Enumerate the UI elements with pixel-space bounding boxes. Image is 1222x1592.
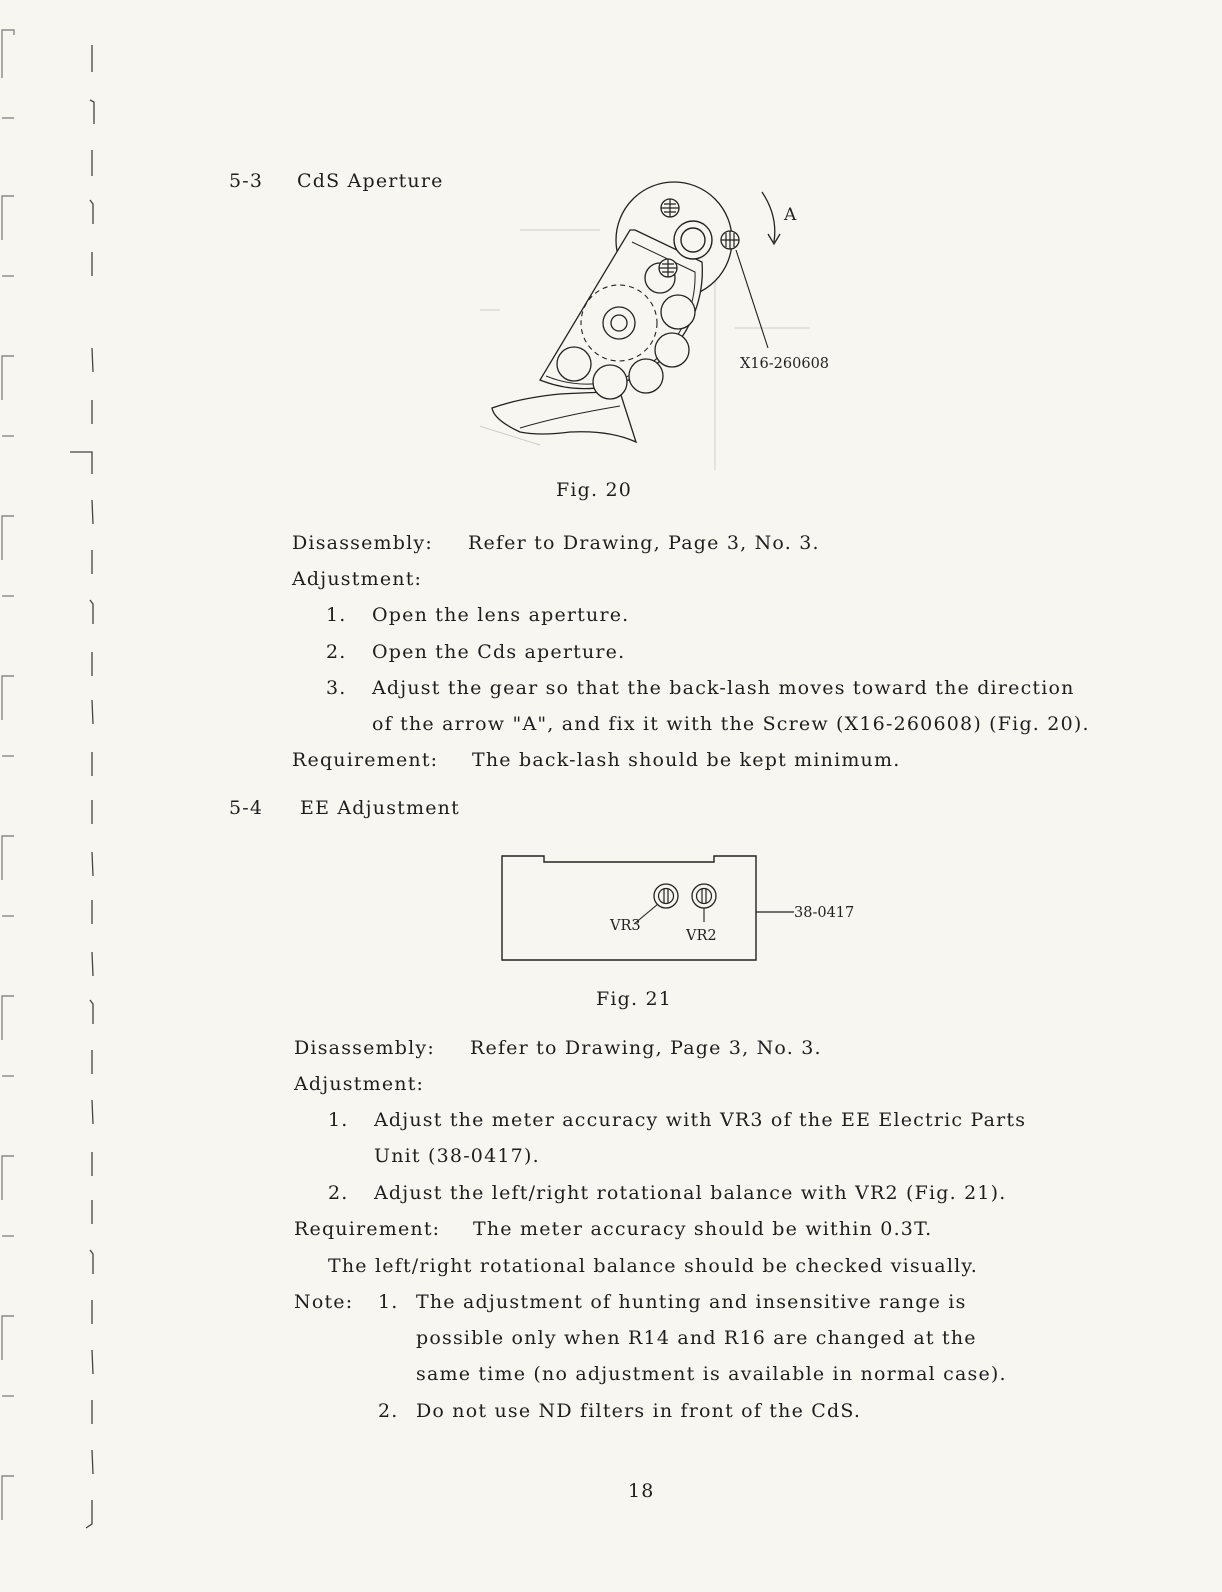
- disassembly-text: Refer to Drawing, Page 3, No. 3.: [470, 1037, 822, 1059]
- step-text: Adjust the left/right rotational balance with VR2 (Fig. 21).: [374, 1182, 1007, 1204]
- note-text: same time (no adjustment is available in normal case).: [416, 1363, 1007, 1385]
- note-text: The adjustment of hunting and insensitive range is: [416, 1291, 967, 1313]
- step-number: 2.: [326, 641, 347, 663]
- figure-21-ee-parts-unit-diagram: [496, 848, 866, 968]
- step-text: Open the Cds aperture.: [372, 641, 626, 663]
- center-hub-outer: [603, 307, 635, 339]
- note-text: possible only when R14 and R16 are changed at the: [416, 1327, 977, 1349]
- screw-leader-line: [736, 250, 768, 348]
- disassembly-text: Refer to Drawing, Page 3, No. 3.: [468, 532, 820, 554]
- step-number: 1.: [326, 604, 347, 626]
- requirement-label: Requirement:: [294, 1218, 441, 1240]
- section-number: 5-4: [229, 797, 264, 819]
- step-number: 3.: [326, 677, 347, 699]
- vr2-label: VR2: [686, 928, 717, 944]
- requirement-text: The back-lash should be kept minimum.: [472, 749, 901, 771]
- adjustment-label: Adjustment:: [294, 1073, 425, 1095]
- parts-unit-board-outline: [502, 856, 756, 960]
- step-text: Adjust the meter accuracy with VR3 of the EE Electric Parts: [374, 1109, 1027, 1131]
- vr3-label: VR3: [610, 918, 641, 934]
- arrow-label: A: [784, 205, 797, 225]
- screw-icon: [659, 259, 677, 277]
- aperture-hole: [629, 359, 663, 393]
- step-number: 2.: [328, 1182, 349, 1204]
- note-label: Note:: [294, 1291, 354, 1313]
- screw-callout: X16-260608: [740, 356, 830, 372]
- figure-caption: Fig. 21: [596, 988, 673, 1010]
- aperture-hole: [661, 295, 695, 329]
- figure-caption: Fig. 20: [556, 479, 633, 501]
- section-number: 5-3: [229, 170, 264, 192]
- vr2-trimmer-icon: [692, 884, 716, 908]
- screw-icon: [661, 199, 679, 217]
- disassembly-label: Disassembly:: [294, 1037, 435, 1059]
- requirement-label: Requirement:: [292, 749, 439, 771]
- disassembly-label: Disassembly:: [292, 532, 433, 554]
- binder-edge-marks: [0, 0, 110, 1592]
- screw-icon: [721, 231, 739, 249]
- step-number: 1.: [328, 1109, 349, 1131]
- step-text: Open the lens aperture.: [372, 604, 630, 626]
- step-text-continued: Unit (38-0417).: [374, 1145, 540, 1167]
- page-number: 18: [628, 1480, 655, 1502]
- note-number: 2.: [378, 1400, 399, 1422]
- section-title: CdS Aperture: [297, 170, 444, 192]
- note-number: 1.: [378, 1291, 399, 1313]
- note-text: Do not use ND filters in front of the CdS.: [416, 1400, 862, 1422]
- step-text-continued: of the arrow "A", and fix it with the Screw (X16-260608) (Fig. 20).: [372, 713, 1090, 735]
- section-title: EE Adjustment: [300, 797, 460, 819]
- step-text: Adjust the gear so that the back-lash moves toward the direction: [372, 677, 1075, 699]
- adjustment-label: Adjustment:: [292, 568, 423, 590]
- aperture-hole: [557, 347, 591, 381]
- part-callout: 38-0417: [794, 905, 855, 921]
- requirement-text: The meter accuracy should be within 0.3T.: [473, 1218, 933, 1240]
- aperture-hole: [593, 365, 627, 399]
- aperture-hole: [655, 333, 689, 367]
- figure-20-cds-aperture-diagram: [480, 180, 860, 470]
- upper-disk-hole-outer: [674, 221, 712, 259]
- requirement-text-secondary: The left/right rotational balance should be checked visually.: [328, 1255, 979, 1277]
